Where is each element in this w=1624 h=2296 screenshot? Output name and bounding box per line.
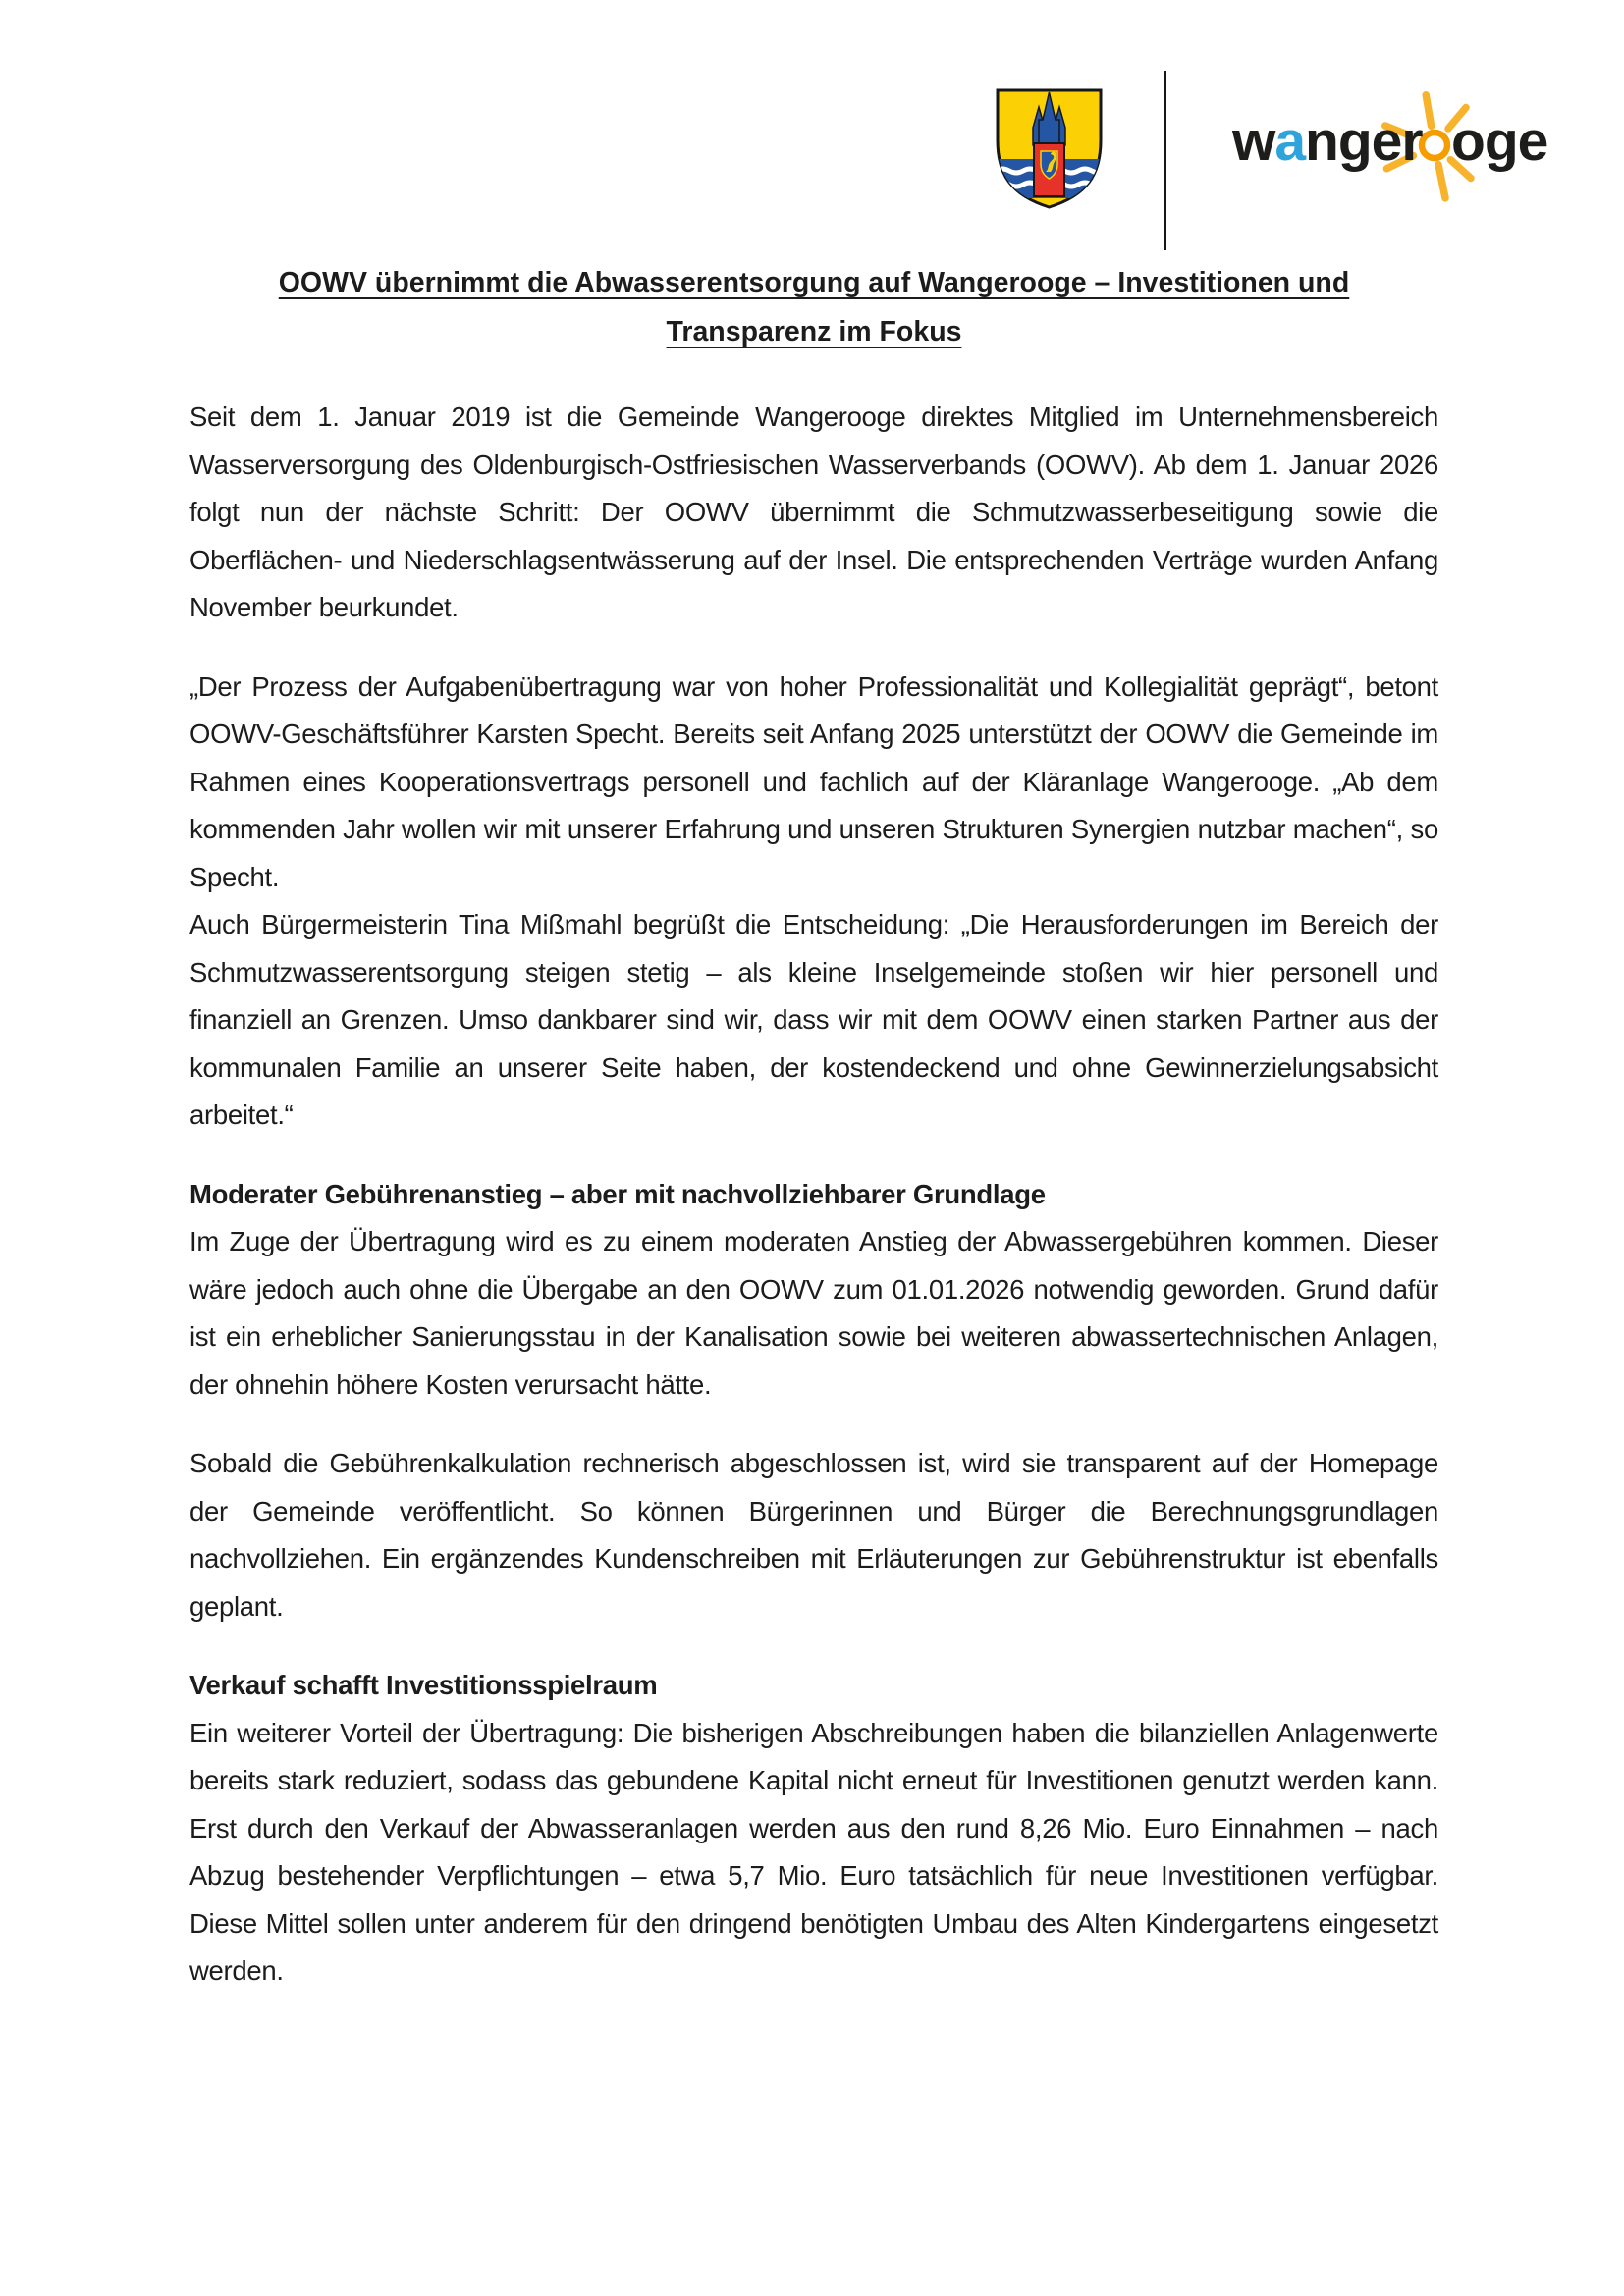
section-heading-fees: Moderater Gebührenanstieg – aber mit nachvollziehbarer Grundlage bbox=[189, 1178, 1046, 1209]
page-title-line1: OOWV übernimmt die Abwasserentsorgung auf Wangerooge – Investitionen und bbox=[278, 267, 1350, 298]
paragraph: Ein weiterer Vorteil der Übertragung: Die bisherigen Abschreibungen haben die bilanziellen Anlagenwerte bereits stark reduziert, sodass das gebundene Kapital nicht erneut für Investitionen genutzt werden kann. Erst durch den Verkauf der Abwasseranlagen werden aus den rund 8,26 Mio. Euro Einnahmen – nach Abzug bestehender Verpflichtungen – etwa 5,7 Mio. Euro tatsächlich für neue Investitionen verfügbar. Diese Mittel sollen unter anderem für den dringend benötigten Umbau des Alten Kindergartens eingesetzt werden. bbox=[189, 1717, 1438, 1986]
paragraph: Im Zuge der Übertragung wird es zu einem moderaten Anstieg der Abwassergebühren kommen. Dieser wäre jedoch auch ohne die Übergabe an den OOWV zum 01.01.2026 notwendig geworden. Grund dafür ist ein erheblicher Sanierungsstau in der Kanalisation sowie bei weiteren abwassertechnischen Anlagen, der ohnehin höhere Kosten verursacht hätte. bbox=[189, 1226, 1438, 1400]
transparency-paragraph-block bbox=[189, 1440, 1438, 1630]
paragraph: Seit dem 1. Januar 2019 ist die Gemeinde Wangerooge direktes Mitglied im Unternehmensbereich Wasserversorgung des Oldenburgisch-Ostfriesischen Wasserverbands (OOWV). Ab dem 1. Januar 2026 folgt nun der nächste Schritt: Der OOWV übernimmt die Schmutzwasserbeseitigung sowie die Oberflächen- und Niederschlagsentwässerung auf der Insel. Die entsprechenden Verträge wurden Anfang November beurkundet. bbox=[189, 401, 1438, 622]
logo-text-left: wanger bbox=[1232, 110, 1423, 173]
investment-section-block bbox=[189, 1662, 1438, 1996]
quotes-paragraph-block bbox=[189, 664, 1438, 1140]
intro-paragraph-block bbox=[189, 394, 1438, 632]
paragraph: „Der Prozess der Aufgabenübertragung war von hoher Professionalität und Kollegialität geprägt“, betont OOWV-Geschäftsführer Karsten Specht. Bereits seit Anfang 2025 unterstützt der OOWV die Gemeinde im Rahmen eines Kooperationsvertrags personell und fachlich auf der Kläranlage Wangerooge. „Ab dem kommenden Jahr wollen wir mit unserer Erfahrung und unseren Strukturen Synergien nutzbar machen“, so Specht. bbox=[189, 670, 1438, 892]
logo-text-right: oge bbox=[1451, 110, 1548, 173]
page-title-line2: Transparenz im Fokus bbox=[666, 316, 962, 347]
paragraph: Sobald die Gebührenkalkulation rechnerisch abgeschlossen ist, wird sie transparent auf der Homepage der Gemeinde veröffentlicht. So können Bürgerinnen und Bürger die Berechnungsgrundlagen nachvollziehen. Ein ergänzendes Kundenschreiben mit Erläuterungen zur Gebührenstruktur ist ebenfalls geplant. bbox=[189, 1448, 1438, 1622]
section-heading-investment: Verkauf schafft Investitionsspielraum bbox=[189, 1670, 658, 1700]
page-title bbox=[189, 258, 1438, 356]
fees-section-block bbox=[189, 1171, 1438, 1410]
paragraph: Auch Bürgermeisterin Tina Mißmahl begrüßt die Entscheidung: „Die Herausforderungen im Bereich der Schmutzwasserentsorgung steigen stetig – als kleine Inselgemeinde stoßen wir hier personell und finanziell an Grenzen. Umso dankbarer sind wir, dass wir mit dem OOWV einen starken Partner aus der kommunalen Familie an unserer Seite haben, der kostendeckend und ohne Gewinnerzielungsabsicht arbeitet.“ bbox=[189, 909, 1438, 1130]
document-content bbox=[189, 0, 1438, 2027]
